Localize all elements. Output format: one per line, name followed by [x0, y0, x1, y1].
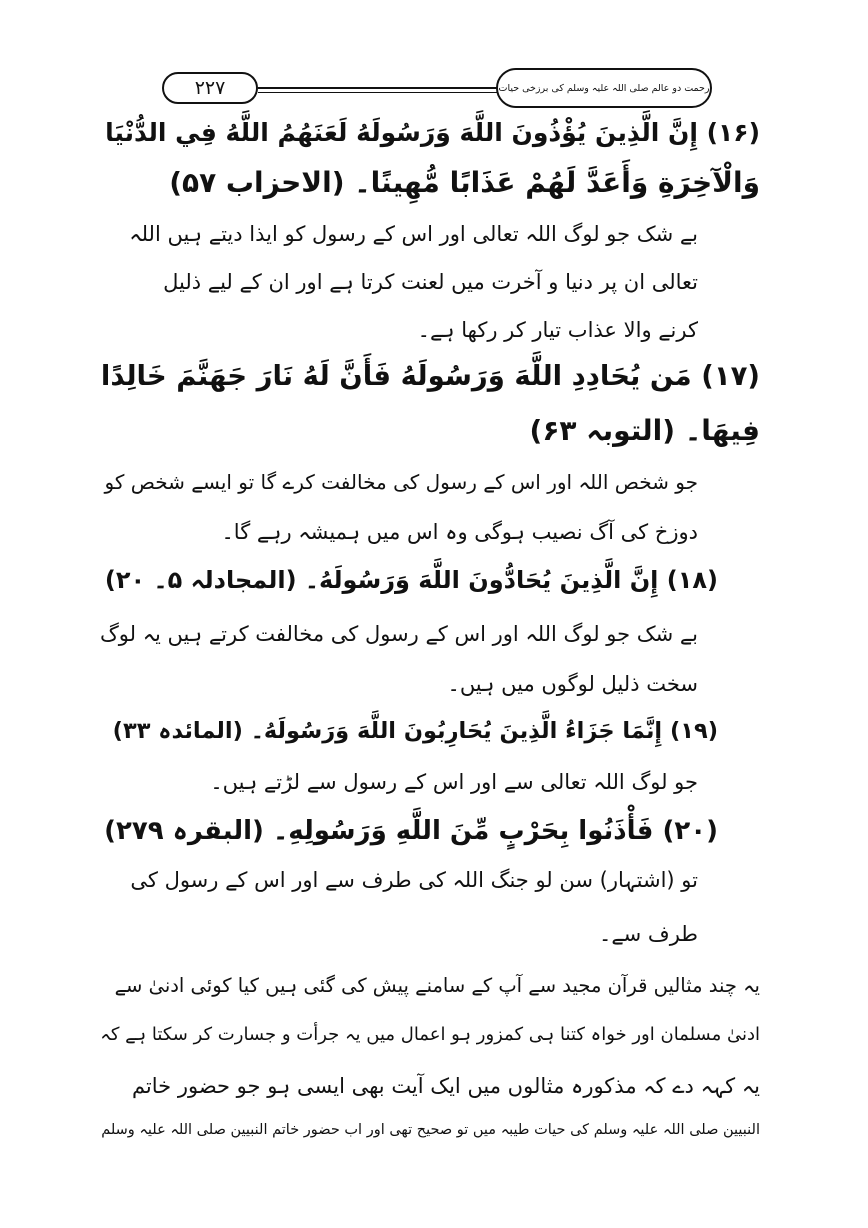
- urdu-translation-line: کرنے والا عذاب تیار کر رکھا ہے۔: [417, 318, 698, 342]
- header-rule: [258, 87, 500, 89]
- urdu-translation-line: دوزخ کی آگ نصیب ہوگی وہ اس میں ہمیشہ رہے گا۔: [221, 520, 698, 544]
- running-title: رحمت دو عالم صلی اللہ علیہ وسلم کی برزخی حیات: [496, 68, 712, 108]
- paragraph-line: النبیین صلی اللہ علیہ وسلم کی حیات طیبہ میں تو صحیح تھی اور اب حضور خاتم النبیین صلی اللہ علیہ وسلم: [101, 1122, 760, 1138]
- urdu-translation-line: جو لوگ اللہ تعالی سے اور اس کے رسول سے لڑتے ہیں۔: [210, 770, 698, 794]
- header-rule-thin: [258, 92, 500, 93]
- urdu-translation-line: جو شخص اللہ اور اس کے رسول کی مخالفت کرے گا تو ایسے شخص کو: [104, 470, 698, 494]
- urdu-translation-line: طرف سے۔: [599, 922, 698, 946]
- arabic-verse-line: (۱۹) إِنَّمَا جَزَاءُ الَّذِينَ يُحَارِبُونَ اللَّهَ وَرَسُولَهُ۔ (المائدہ ۳۳): [112, 718, 718, 744]
- arabic-verse-line: (۲۰) فَأْذَنُوا بِحَرْبٍ مِّنَ اللَّهِ وَرَسُولِهِ۔ (البقرہ ۲۷۹): [104, 816, 718, 846]
- urdu-translation-line: تعالی ان پر دنیا و آخرت میں لعنت کرتا ہے اور ان کے لیے ذلیل: [163, 270, 698, 294]
- urdu-translation-line: تو (اشتہار) سن لو جنگ اللہ کی طرف سے اور اس کے رسول کی: [130, 868, 698, 892]
- page-number: ۲۲۷: [162, 72, 258, 104]
- page-header: [150, 68, 720, 112]
- urdu-translation-line: بے شک جو لوگ اللہ تعالی اور اس کے رسول کو ایذا دیتے ہیں اللہ: [129, 222, 698, 246]
- arabic-verse-line: (۱۷) مَن يُحَادِدِ اللَّهَ وَرَسُولَهُ فَأَنَّ لَهُ نَارَ جَهَنَّمَ خَالِدًا: [100, 360, 760, 392]
- urdu-translation-line: سخت ذلیل لوگوں میں ہیں۔: [447, 672, 698, 696]
- paragraph-line: یہ چند مثالیں قرآن مجید سے آپ کے سامنے پیش کی گئی ہیں کیا کوئی ادنیٰ سے: [114, 974, 760, 997]
- paragraph-line: ادنیٰ مسلمان اور خواہ کتنا ہی کمزور ہو اعمال میں یہ جرأت و جسارت کر سکتا ہے کہ: [100, 1024, 760, 1045]
- paragraph-line: یہ کہہ دے کہ مذکورہ مثالوں میں ایک آیت بھی ایسی ہو جو حضور خاتم: [131, 1074, 760, 1098]
- arabic-verse-line: فِيهَا۔ (التوبہ ۶۳): [529, 414, 760, 447]
- urdu-translation-line: بے شک جو لوگ اللہ اور اس کے رسول کی مخالفت کرتے ہیں یہ لوگ: [100, 622, 698, 646]
- arabic-verse-line: وَالْآخِرَةِ وَأَعَدَّ لَهُمْ عَذَابًا مُّهِينًا۔ (الاحزاب ۵۷): [169, 166, 760, 199]
- arabic-verse-line: (۱۸) إِنَّ الَّذِينَ يُحَادُّونَ اللَّهَ وَرَسُولَهُ۔ (المجادلہ ۵۔ ۲۰): [104, 566, 718, 594]
- arabic-verse-line: (۱۶) إِنَّ الَّذِينَ يُؤْذُونَ اللَّهَ وَرَسُولَهُ لَعَنَهُمُ اللَّهُ فِي الدُّنْيَا: [105, 118, 760, 147]
